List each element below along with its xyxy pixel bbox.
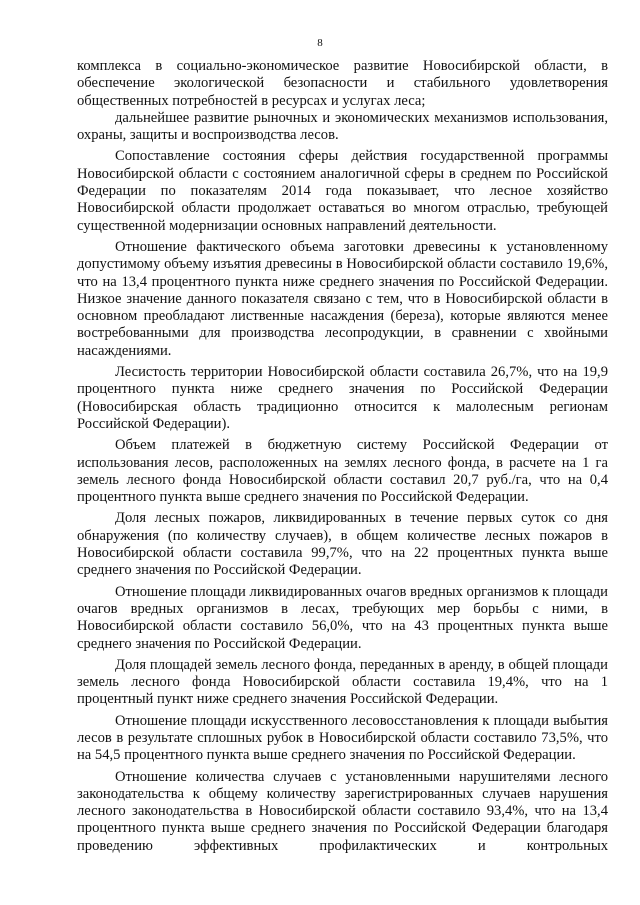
body-text xyxy=(77,58,608,855)
paragraph: Доля площадей земель лесного фонда, переданных в аренду, в общей площади земель лесного фонда Новосибирской области составила 19,4%, что на 1 процентный пункт ниже среднего значения Российской Федерации. xyxy=(77,656,608,708)
paragraph: Отношение площади ликвидированных очагов вредных организмов к площади очагов вредных организмов в лесах, требующих мер борьбы с ними, в Новосибирской области составило 56,0%, что на 43 процентных пункта выше среднего значения по Российской Федерации. xyxy=(77,583,608,652)
paragraph: комплекса в социально-экономическое развитие Новосибирской области, в обеспечение экологической безопасности и стабильного удовлетворения общественных потребностей в ресурсах и услугах леса; xyxy=(77,58,608,109)
paragraph: Доля лесных пожаров, ликвидированных в течение первых суток со дня обнаружения (по количеству случаев), в общем количестве лесных пожаров в Новосибирской области составила 99,7%, что на 22 процентных пункта выше среднего значения по Российской Федерации. xyxy=(77,510,608,579)
paragraph: Отношение фактического объема заготовки древесины к установленному допустимому объему изъятия древесины в Новосибирской области составило 19,6%, что на 13,4 процентного пункта ниже среднего значения по Российской Федерации. Низкое значение данного показателя связано с тем, что в Новосибирской области в основном преобладают лиственные насаждения (береза), которые являются менее востребованными для производства лесопродукции, в сравнении с хвойными насаждениями. xyxy=(77,238,608,359)
paragraph: Лесистость территории Новосибирской области составила 26,7%, что на 19,9 процентного пункта ниже среднего значения по Российской Федерации (Новосибирская область традиционно относится к малолесным регионам Российской Федерации). xyxy=(77,364,608,432)
paragraph: Отношение количества случаев с установленными нарушителями лесного законодательства к общему количеству зарегистрированных случаев нарушения лесного законодательства в Новосибирской области составило 93,4%, что на 13,4 процентного пункта выше среднего значения по Российской Федерации благодаря проведению эффективных профилактических и контрольных xyxy=(77,768,608,854)
page-number: 8 xyxy=(317,37,323,49)
paragraph: Объем платежей в бюджетную систему Российской Федерации от использования лесов, расположенных на землях лесного фонда, в расчете на 1 га земель лесного фонда Новосибирской области составил 20,7 руб./га, что на 0,4 процентного пункта выше среднего значения по Российской Федерации. xyxy=(77,437,608,506)
paragraph: Сопоставление состояния сферы действия государственной программы Новосибирской области с состоянием аналогичной сферы в среднем по Российской Федерации по показателям 2014 года показывает, что лесное хозяйство Новосибирской области продолжает оставаться во многом отраслью, требующей существенной модернизации основных направлений деятельности. xyxy=(77,148,608,234)
paragraph: дальнейшее развитие рыночных и экономических механизмов использования, охраны, защиты и воспроизводства лесов. xyxy=(77,109,608,144)
paragraph: Отношение площади искусственного лесовосстановления к площади выбытия лесов в результате сплошных рубок в Новосибирской области составило 73,5%, что на 54,5 процентного пункта выше среднего значения по Российской Федерации. xyxy=(77,712,608,764)
